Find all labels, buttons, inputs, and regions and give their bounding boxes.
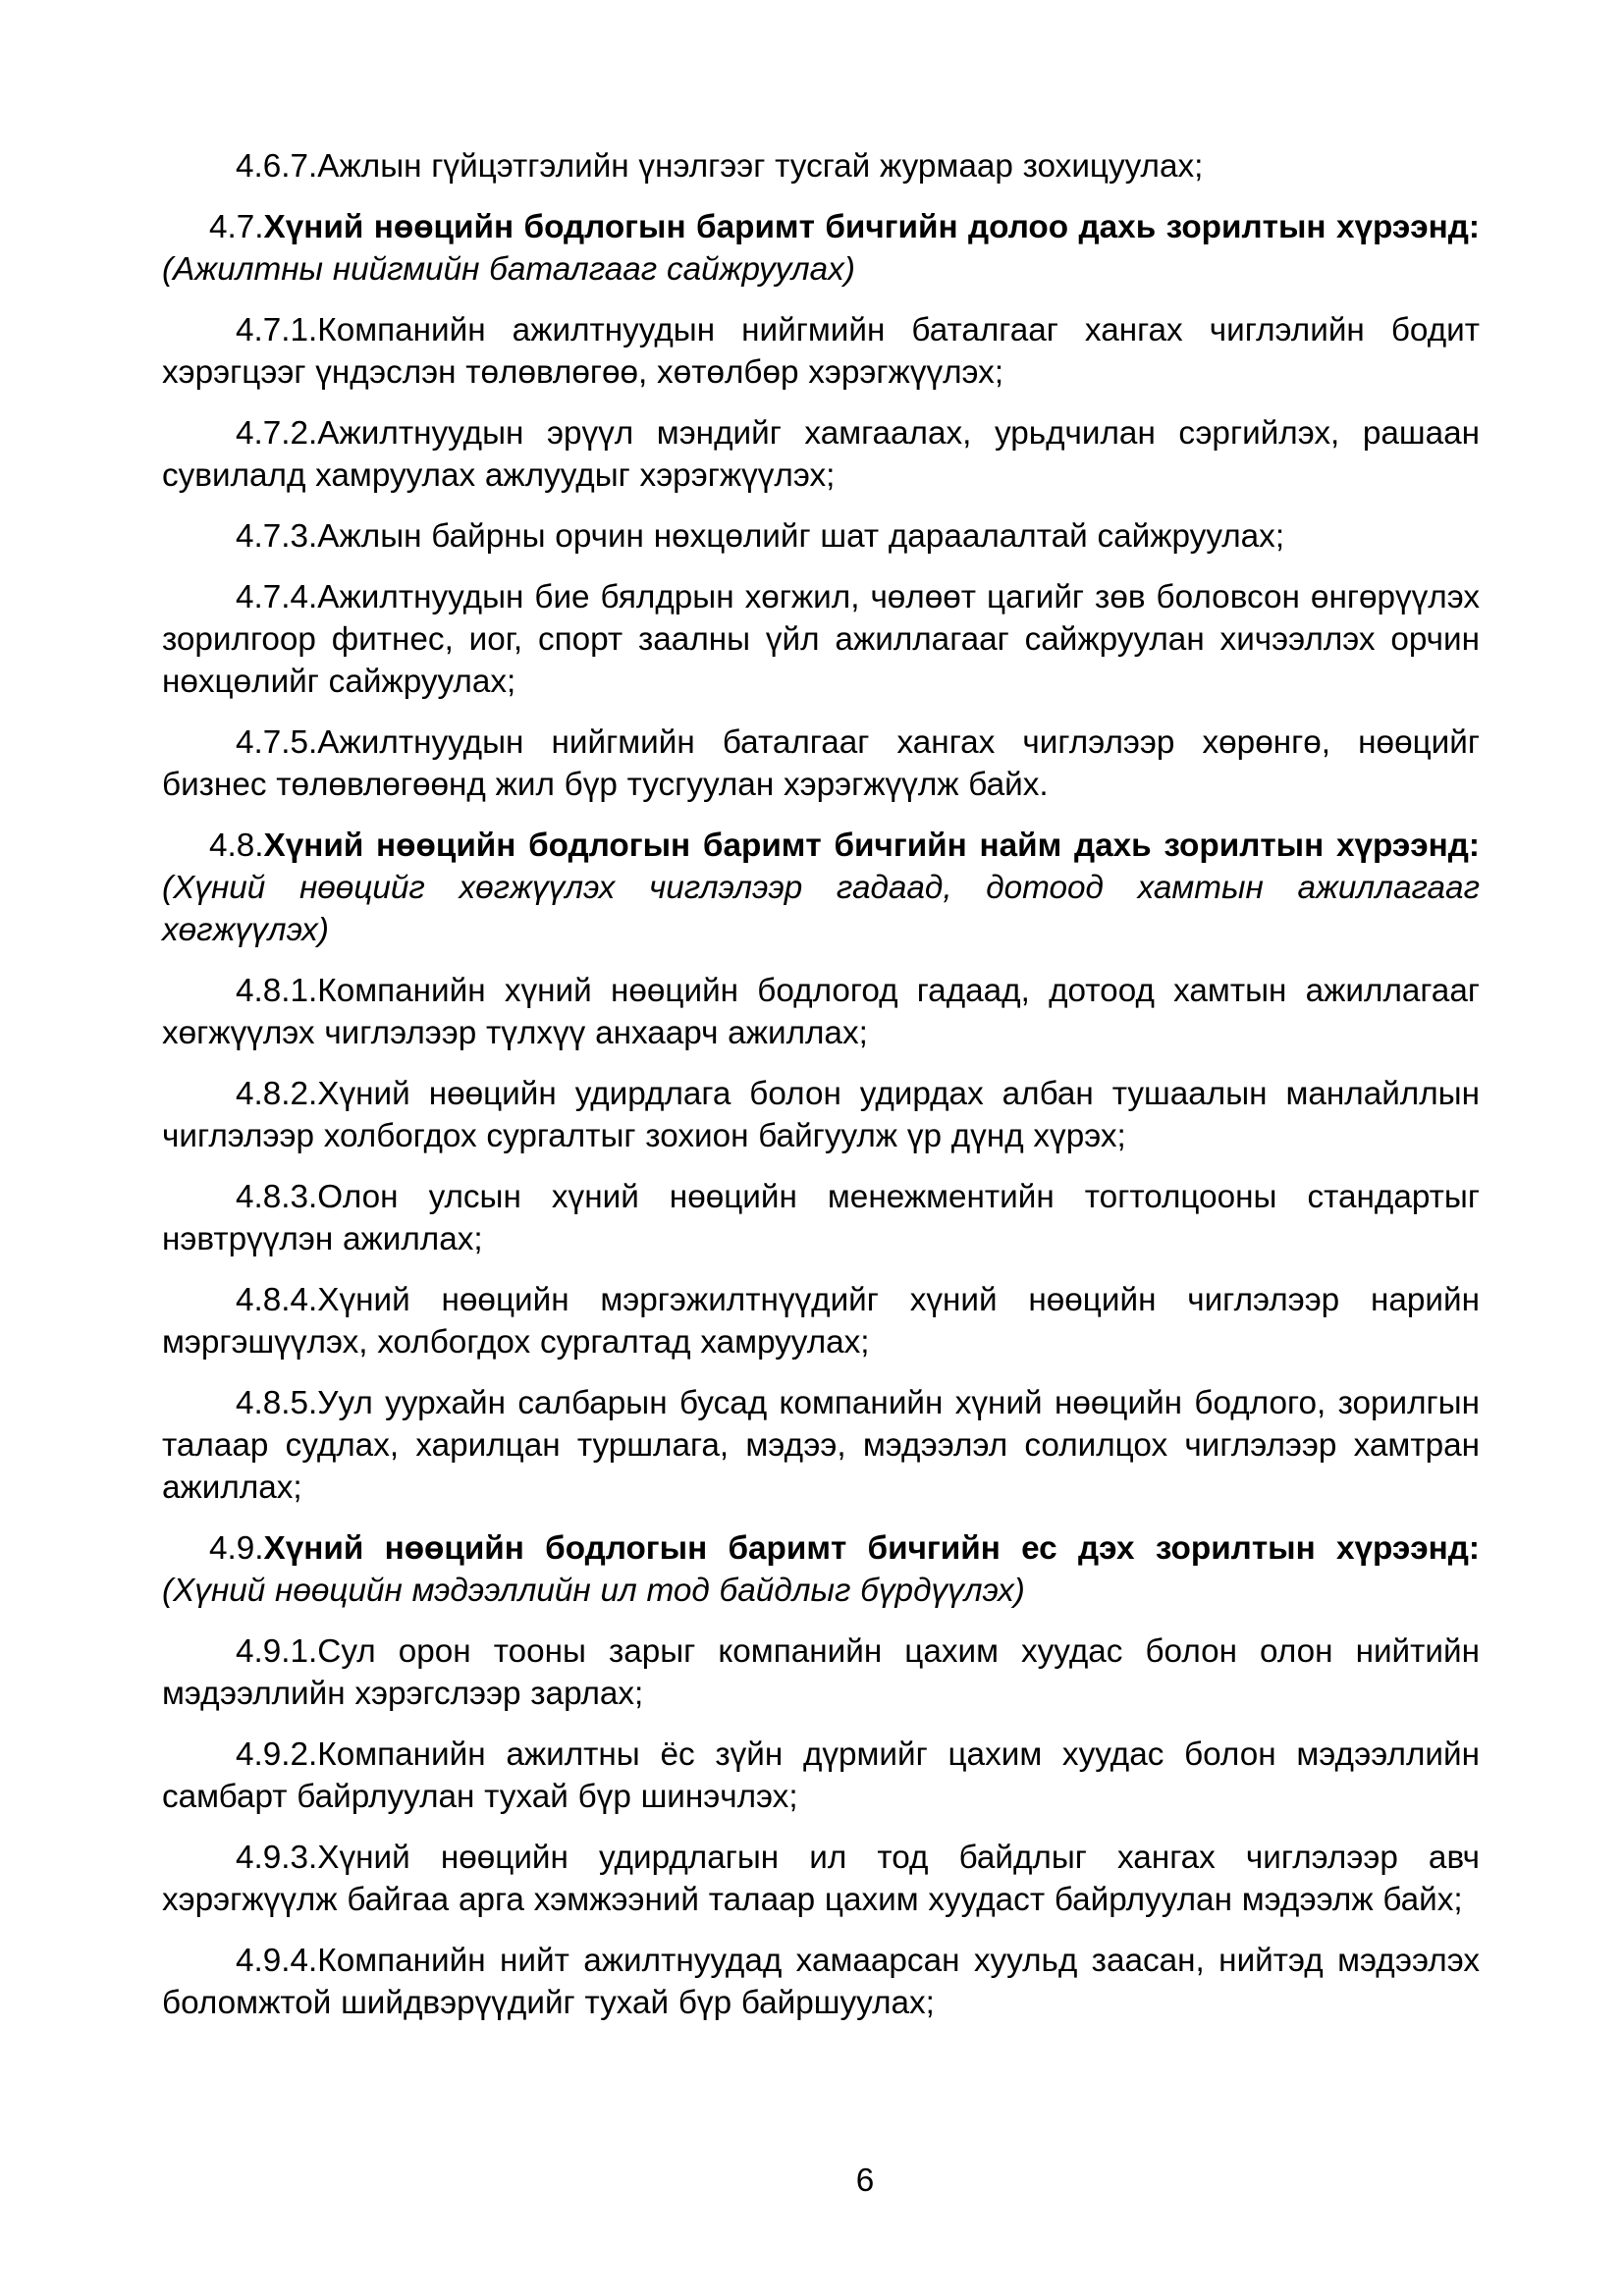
body-paragraph: 4.7.2.Ажилтнуудын эрүүл мэндийг хамгаалах, урьдчилан сэргийлэх, рашаан сувилалд хамруулах ажлуудыг хэрэгжүүлэх;: [162, 415, 1480, 494]
heading-subtitle: (Хүний нөөцийн мэдээллийн ил тод байдлыг бүрдүүлэх): [162, 1573, 1025, 1609]
heading-number: 4.9.: [209, 1530, 264, 1567]
body-paragraph: 4.8.4.Хүний нөөцийн мэргэжилтнүүдийг хүний нөөцийн чиглэлээр нарийн мэргэшүүлэх, холбогдох сургалтад хамруулах;: [162, 1282, 1480, 1361]
body-paragraph: 4.8.1.Компанийн хүний нөөцийн бодлогод гадаад, дотоод хамтын ажиллагааг хөгжүүлэх чиглэлээр түлхүү анхаарч ажиллах;: [162, 973, 1480, 1051]
section-heading: [162, 825, 1480, 951]
body-paragraph: 4.8.5.Уул уурхайн салбарын бусад компанийн хүний нөөцийн бодлого, зорилгын талаар судлах, харилцан туршлага, мэдээ, мэдээлэл солилцох чиглэлээр хамтран ажиллах;: [162, 1385, 1480, 1506]
body-paragraph: 4.8.2.Хүний нөөцийн удирдлага болон удирдах албан тушаалын манлайллын чиглэлээр холбогдох сургалтыг зохион байгуулж үр дүнд хүрэх;: [162, 1076, 1480, 1154]
body-paragraph: 4.7.3.Ажлын байрны орчин нөхцөлийг шат дараалалтай сайжруулах;: [236, 518, 1285, 555]
heading-number: 4.8.: [209, 828, 264, 864]
body-paragraph: 4.9.2.Компанийн ажилтны ёс зүйн дүрмийг цахим хуудас болон мэдээллийн самбарт байрлуулан тухай бүр шинэчлэх;: [162, 1736, 1480, 1815]
body-paragraph: 4.9.1.Сул орон тооны зарыг компанийн цахим хуудас болон олон нийтийн мэдээллийн хэрэгслээр зарлах;: [162, 1633, 1480, 1712]
document-body: [162, 145, 1480, 2024]
body-paragraph: 4.9.3.Хүний нөөцийн удирдлагын ил тод байдлыг хангах чиглэлээр авч хэрэгжүүлж байгаа арга хэмжээний талаар цахим хуудаст байрлуулан мэдээлж байх;: [162, 1840, 1480, 1918]
section-heading: [162, 206, 1480, 291]
section-heading: [162, 1527, 1480, 1612]
heading-title: Хүний нөөцийн бодлогын баримт бичгийн долоо дахь зорилтын хүрээнд:: [263, 209, 1480, 245]
body-paragraph: 4.7.1.Компанийн ажилтнуудын нийгмийн баталгааг хангах чиглэлийн бодит хэрэгцээг үндэслэн төлөвлөгөө, хөтөлбөр хэрэгжүүлэх;: [162, 312, 1480, 391]
page-number: 6: [855, 2163, 875, 2199]
body-paragraph: 4.8.3.Олон улсын хүний нөөцийн менежментийн тогтолцооны стандартыг нэвтрүүлэн ажиллах;: [162, 1179, 1480, 1257]
body-paragraph: 4.9.4.Компанийн нийт ажилтнуудад хамаарсан хуульд заасан, нийтэд мэдээлэх боломжтой шийдвэрүүдийг тухай бүр байршуулах;: [162, 1943, 1480, 2021]
body-paragraph: 4.7.5.Ажилтнуудын нийгмийн баталгааг хангах чиглэлээр хөрөнгө, нөөцийг бизнес төлөвлөгөөнд жил бүр тусгуулан хэрэгжүүлж байх.: [162, 724, 1480, 803]
body-paragraph: 4.7.4.Ажилтнуудын бие бялдрын хөгжил, чөлөөт цагийг зөв боловсон өнгөрүүлэх зорилгоор фитнес, иог, спорт заалны үйл ажиллагааг сайжруулан хичээллэх орчин нөхцөлийг сайжруулах;: [162, 579, 1480, 700]
heading-title: Хүний нөөцийн бодлогын баримт бичгийн ес дэх зорилтын хүрээнд:: [263, 1530, 1480, 1567]
heading-number: 4.7.: [209, 209, 264, 245]
body-paragraph: 4.6.7.Ажлын гүйцэтгэлийн үнэлгээг тусгай журмаар зохицуулах;: [236, 148, 1204, 185]
heading-title: Хүний нөөцийн бодлогын баримт бичгийн найм дахь зорилтын хүрээнд:: [263, 828, 1480, 864]
heading-subtitle: (Ажилтны нийгмийн баталгааг сайжруулах): [162, 251, 855, 288]
heading-subtitle: (Хүний нөөцийг хөгжүүлэх чиглэлээр гадаад, дотоод хамтын ажиллагааг хөгжүүлэх): [162, 870, 1480, 948]
